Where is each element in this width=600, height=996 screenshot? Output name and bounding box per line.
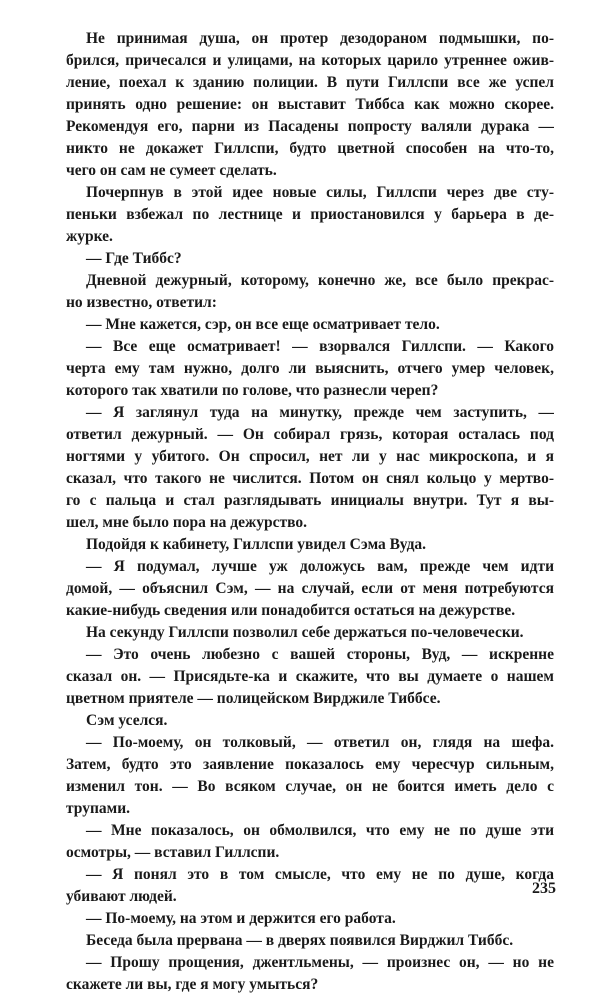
text-line: ответил дежурный. — Он собирал грязь, которая осталась под [66, 426, 554, 443]
text-line: Дневной дежурный, которому, конечно же, все было прекрас- [86, 272, 554, 289]
paragraph [66, 622, 554, 644]
text-line: — По-моему, он толковый, — ответил он, глядя на шефа. [86, 734, 554, 751]
text-line: принять одно решение: он выставит Тиббса как можно скорее. [66, 96, 554, 113]
text-line: никто не докажет Гиллспи, будто цветной способен на что-то, [66, 140, 554, 157]
text-line: какие-нибудь сведения или понадобится остаться на дежурстве. [66, 602, 516, 619]
text-line: го с пальца и стал разглядывать инициалы внутри. Тут я вы- [66, 492, 554, 509]
text-line: Сэм уселся. [86, 712, 168, 729]
text-line: ногтями у убитого. Он спросил, нет ли у нас микроскопа, и я [66, 448, 554, 465]
paragraph [66, 248, 554, 270]
text-line: цветном приятеле — полицейском Вирджиле Тиббсе. [66, 690, 441, 707]
text-line: сказал он. — Присядьте-ка и скажите, что вы думаете о нашем [66, 668, 554, 685]
text-line: — Все еще осматривает! — взорвался Гиллспи. — Какого [86, 338, 554, 355]
text-line: На секунду Гиллспи позволил себе держаться по-человечески. [86, 624, 524, 641]
text-line: пеньки взбежал по лестнице и приостановился у барьера в де- [66, 206, 554, 223]
text-line: Подойдя к кабинету, Гиллспи увидел Сэма Вуда. [86, 536, 427, 553]
text-line: чего он сам не сумеет сделать. [66, 162, 277, 179]
paragraph [66, 402, 554, 534]
text-line: — Мне кажется, сэр, он все еще осматривает тело. [86, 316, 440, 333]
paragraph [66, 182, 554, 248]
text-line: брился, причесался и улицами, на которых царило утреннее ожив- [66, 52, 554, 69]
text-line: но известно, ответил: [66, 294, 217, 311]
text-line: которого так хватили по голове, что разнесли череп? [66, 382, 439, 399]
paragraph [66, 820, 554, 864]
text-line: изменил тон. — Во всяком случае, он не боится иметь дело с [66, 778, 554, 795]
text-line: трупами. [66, 800, 131, 817]
text-line: Почерпнув в этой идее новые силы, Гиллспи через две сту- [86, 184, 554, 201]
text-line: — Это очень любезно с вашей стороны, Вуд, — искренне [86, 646, 554, 663]
paragraph [66, 314, 554, 336]
text-line: Рекомендуя его, парни из Пасадены попросту валяли дурака — [66, 118, 554, 135]
text-line: убивают людей. [66, 888, 177, 905]
text-line: — Где Тиббс? [86, 250, 182, 267]
text-line: Затем, будто это заявление показалось ему чересчур сильным, [66, 756, 554, 773]
text-line: шел, мне было пора на дежурство. [66, 514, 308, 531]
paragraph [66, 732, 554, 820]
paragraph [66, 644, 554, 710]
text-line: ление, поехал к зданию полиции. В пути Гиллспи все же успел [66, 74, 554, 91]
text-line: — Я заглянул туда на минутку, прежде чем заступить, — [86, 404, 554, 421]
paragraph [66, 930, 554, 952]
text-line: Беседа была прервана — в дверях появился Вирджил Тиббс. [86, 932, 514, 949]
text-line: журке. [66, 228, 113, 245]
paragraph [66, 864, 554, 908]
page-body [66, 28, 554, 996]
paragraph [66, 952, 554, 996]
text-line: — Прошу прощения, джентльмены, — произнес он, — но не [86, 954, 554, 971]
paragraph [66, 336, 554, 402]
paragraph [66, 28, 554, 182]
text-line: черта ему там нужно, долго ли выяснить, отчего умер человек, [66, 360, 554, 377]
text-line: Не принимая душа, он протер дезодораном подмышки, по- [86, 30, 554, 47]
text-line: осмотры, — вставил Гиллспи. [66, 844, 280, 861]
text-line: — Я подумал, лучше уж доложусь вам, прежде чем идти [86, 558, 554, 575]
text-line: сказал, что такого не числится. Потом он снял кольцо у мертво- [66, 470, 554, 487]
text-line: домой, — объяснил Сэм, — на случай, если от меня потребуются [66, 580, 554, 597]
paragraph [66, 534, 554, 556]
paragraph [66, 908, 554, 930]
paragraph [66, 556, 554, 622]
text-line: скажете ли вы, где я могу умыться? [66, 976, 319, 993]
text-line: — По-моему, на этом и держится его работа. [86, 910, 396, 927]
text-line: — Я понял это в том смысле, что ему не по душе, когда [86, 866, 554, 883]
text-line: — Мне показалось, он обмолвился, что ему не по душе эти [86, 822, 554, 839]
paragraph [66, 270, 554, 314]
page-number: 235 [532, 880, 556, 897]
paragraph [66, 710, 554, 732]
